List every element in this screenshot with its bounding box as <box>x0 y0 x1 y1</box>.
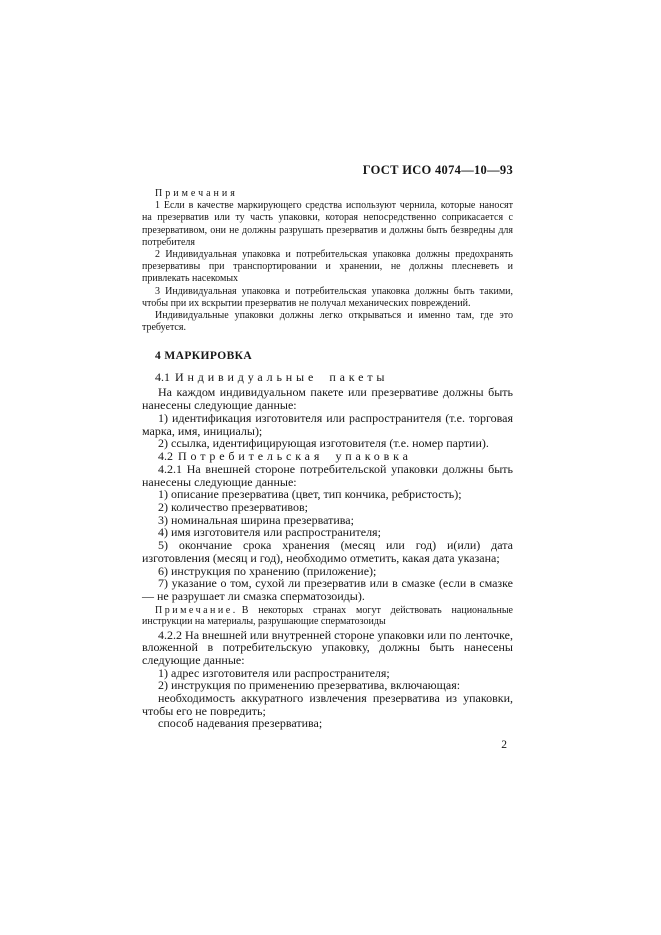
note-closing: Индивидуальные упаковки должны легко открываться и именно там, где это требуется. <box>142 310 513 334</box>
list-item: 6) инструкция по хранению (приложение); <box>158 563 377 578</box>
subsection-4-2-title: Потребительская упаковка <box>178 448 412 463</box>
subsection-4-2-number: 4.2 <box>158 448 173 463</box>
subsection-4-2-heading <box>142 450 513 463</box>
list-item: 1) идентификация изготовителя или распространителя (т.е. торговая марка, имя, инициалы); <box>142 410 513 438</box>
note-item: 3 Индивидуальная упаковка и потребительская упаковка должны быть такими, чтобы при их вскрытии презерватив не получал механических повреждений. <box>142 285 513 309</box>
list-item: 2) инструкция по применению презерватива, включающая: <box>158 678 461 693</box>
list-item: 3) номинальная ширина презерватива; <box>158 512 354 527</box>
subsection-4-1-heading <box>142 371 513 384</box>
list-item: 2) ссылка, идентифицирующая изготовителя (т.е. номер партии). <box>158 436 489 451</box>
list-item: 2) количество презервативов; <box>158 500 309 515</box>
subsection-4-1-number: 4.1 <box>155 370 170 385</box>
paragraph-4-2-1-intro: 4.2.1 На внешней стороне потребительской упаковки должны быть нанесены следующие данные: <box>142 461 513 489</box>
subsection-4-1-title: Индивидуальные пакеты <box>175 370 389 385</box>
notes-title: Примечания <box>155 188 238 199</box>
list-item: 7) указание о том, сухой ли презерватив или в смазке (если в смазке — не разрушает ли смазка сперматозоиды). <box>142 576 513 603</box>
inline-note-text: В некоторых странах могут действовать национальные инструкции на материалы, разрушающие сперматозоиды <box>142 604 513 628</box>
sub-list-item: необходимость аккуратного извлечения презерватива из упаковки, чтобы его не повредить; <box>142 691 513 718</box>
sub-list-item: способ надевания презерватива; <box>158 716 323 731</box>
list-item: 5) окончание срока хранения (месяц или год) и(или) дата изготовления (месяц и год), необходимо отметить, какая дата указана; <box>142 538 513 565</box>
page-number: 2 <box>501 739 507 752</box>
notes-block <box>142 188 513 334</box>
doc-code-header: ГОСТ ИСО 4074—10—93 <box>362 163 513 177</box>
note-item: 2 Индивидуальная упаковка и потребительская упаковка должны предохранять презервативы при транспортировании и хранении, не должны плесневеть и привлекать насекомых <box>142 249 513 285</box>
list-item: 4) имя изготовителя или распространителя; <box>158 525 381 540</box>
paragraph-4-1-intro: На каждом индивидуальном пакете или презервативе должны быть нанесены следующие данные: <box>142 385 513 413</box>
inline-note <box>142 605 513 628</box>
inline-note-label: Примечание. <box>155 604 238 616</box>
paragraph-4-2-2-intro: 4.2.2 На внешней или внутренней стороне упаковки или по ленточке, вложенной в потребительскую упаковку, должны быть нанесены следующие данные: <box>142 627 513 667</box>
list-item: 1) описание презерватива (цвет, тип кончика, ребристость); <box>158 487 462 502</box>
note-item: 1 Если в качестве маркирующего средства используют чернила, которые наносят на презерватив или ту часть упаковки, которая непосредственно соприкасается с презервативом, они не должны разрушать презерватив и должны быть безвредны для потребителя <box>142 200 513 248</box>
section-4-heading: 4 МАРКИРОВКА <box>155 350 253 363</box>
section-body <box>142 386 513 730</box>
list-item: 1) адрес изготовителя или распространителя; <box>158 665 390 680</box>
